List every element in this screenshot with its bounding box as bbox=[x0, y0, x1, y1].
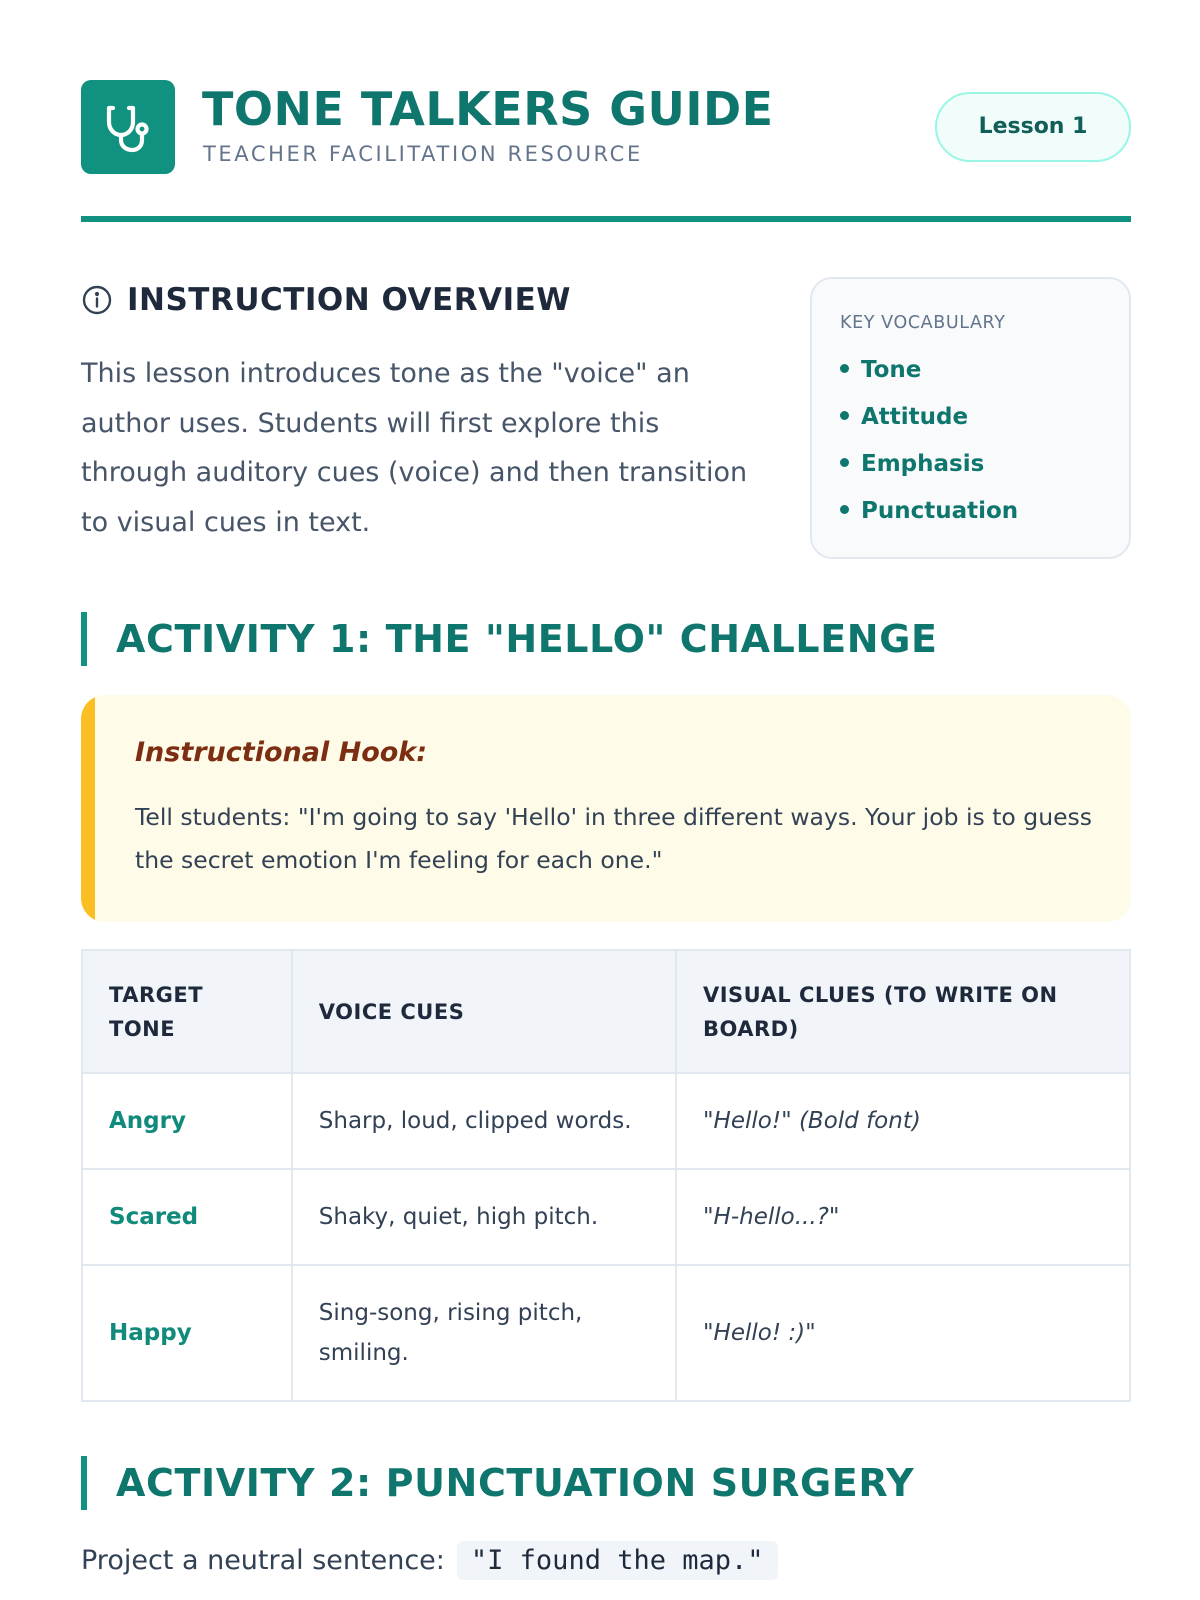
header-divider bbox=[81, 216, 1131, 222]
vocabulary-item: Tone bbox=[840, 355, 1018, 402]
logo bbox=[81, 80, 175, 174]
table-row bbox=[82, 1265, 1130, 1401]
voice-cue-cell: Sing-song, rising pitch, smiling. bbox=[292, 1265, 676, 1401]
table-header-row bbox=[82, 950, 1130, 1073]
vocabulary-list bbox=[840, 355, 1018, 543]
visual-clue-cell: "Hello! :)" bbox=[676, 1265, 1130, 1401]
page-title: TONE TALKERS GUIDE bbox=[202, 82, 774, 136]
callout-accent-bar bbox=[81, 695, 95, 922]
tone-cell: Happy bbox=[82, 1265, 292, 1401]
neutral-sentence-code: "I found the map." bbox=[457, 1541, 778, 1580]
hook-title: Instructional Hook: bbox=[135, 737, 428, 768]
bullet-icon bbox=[840, 364, 849, 373]
info-icon bbox=[81, 284, 113, 316]
table-row bbox=[82, 1169, 1130, 1265]
tone-cell: Scared bbox=[82, 1169, 292, 1265]
hook-text: Tell students: "I'm going to say 'Hello' in three different ways. Your job is to guess the secret emotion I'm feeling for each one." bbox=[135, 803, 1093, 874]
column-header-voice-cues: VOICE CUES bbox=[292, 950, 676, 1073]
page-header bbox=[81, 80, 1131, 176]
voice-cue-cell: Sharp, loud, clipped words. bbox=[292, 1073, 676, 1169]
activity1-title: ACTIVITY 1: THE "HELLO" CHALLENGE bbox=[116, 617, 938, 661]
visual-clue-cell: "H-hello...?" bbox=[676, 1169, 1130, 1265]
vocabulary-item: Attitude bbox=[840, 402, 1018, 449]
vocabulary-item: Punctuation bbox=[840, 496, 1018, 543]
overview-heading bbox=[81, 280, 571, 320]
activity1-heading bbox=[81, 612, 938, 666]
vocabulary-item: Emphasis bbox=[840, 449, 1018, 496]
bullet-icon bbox=[840, 458, 849, 467]
overview-text: This lesson introduces tone as the "voice" an author uses. Students will first explore this through auditory cues (voice) and then transition to visual cues in text. bbox=[81, 358, 748, 538]
page-subtitle: TEACHER FACILITATION RESOURCE bbox=[203, 142, 643, 166]
overview-title: INSTRUCTION OVERVIEW bbox=[127, 282, 571, 318]
table-row bbox=[82, 1073, 1130, 1169]
activity2-title: ACTIVITY 2: PUNCTUATION SURGERY bbox=[116, 1461, 915, 1505]
bullet-icon bbox=[840, 505, 849, 514]
tone-table bbox=[81, 949, 1131, 1402]
voice-cue-cell: Shaky, quiet, high pitch. bbox=[292, 1169, 676, 1265]
column-header-target-tone: TARGET TONE bbox=[82, 950, 292, 1073]
stethoscope-icon bbox=[99, 98, 157, 156]
lesson-badge[interactable]: Lesson 1 bbox=[935, 92, 1131, 162]
instructional-hook-callout bbox=[81, 695, 1131, 922]
activity2-prompt bbox=[81, 1536, 778, 1584]
vocabulary-box bbox=[810, 277, 1131, 559]
column-header-visual-clues: VISUAL CLUES (TO WRITE ON BOARD) bbox=[676, 950, 1130, 1073]
visual-clue-cell: "Hello!" (Bold font) bbox=[676, 1073, 1130, 1169]
bullet-icon bbox=[840, 411, 849, 420]
tone-cell: Angry bbox=[82, 1073, 292, 1169]
activity2-prompt-text: Project a neutral sentence: bbox=[81, 1544, 445, 1576]
activity2-heading bbox=[81, 1456, 914, 1510]
vocabulary-label: KEY VOCABULARY bbox=[840, 313, 1006, 333]
